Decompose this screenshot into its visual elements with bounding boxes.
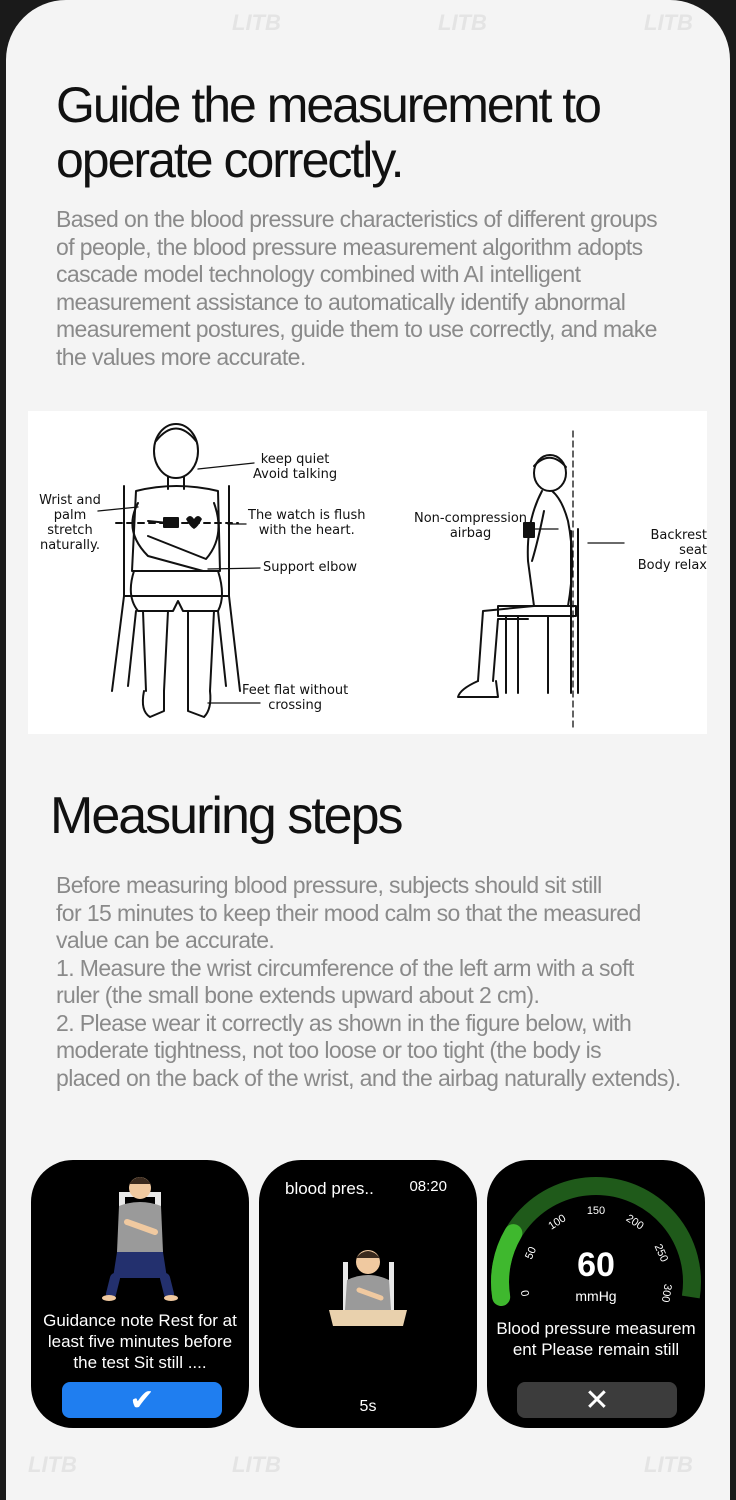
label-airbag: Non-compression airbag [414, 511, 528, 541]
clock-time: 08:20 [409, 1178, 447, 1195]
watermark: LITB [438, 10, 487, 35]
label-feet-flat: Feet flat without crossing [242, 683, 349, 713]
measuring-text: Blood pressure measurem ent Please remain still [496, 1319, 696, 1359]
watermark: LITB [644, 1452, 693, 1477]
posture-drawing [28, 411, 707, 734]
pressure-unit: mmHg [575, 1288, 617, 1304]
watermark: LITB [28, 1452, 77, 1477]
gauge-tick-label: 150 [586, 1205, 606, 1217]
label-wrist-palm: Wrist and palm stretch naturally. [39, 493, 101, 553]
watermark: LITB [644, 10, 693, 35]
gauge-tick-label: 100 [546, 1212, 569, 1233]
guidance-text: Guidance note Rest for at least five minutes before the test Sit still .... [43, 1311, 237, 1372]
seated-at-table-icon [259, 1160, 477, 1428]
check-icon: ✔ [129, 1383, 155, 1417]
cancel-button[interactable] [517, 1382, 677, 1418]
label-support-elbow: Support elbow [263, 560, 357, 575]
label-backrest: Backrest seat Body relax [637, 528, 707, 573]
gauge-tick-label: 50 [523, 1245, 540, 1262]
watch-countdown [259, 1160, 477, 1428]
gauge-tick-label: 0 [519, 1289, 533, 1298]
label-watch-flush: The watch is flush with the heart. [248, 508, 366, 538]
confirm-button[interactable] [62, 1382, 222, 1418]
countdown: 5s [359, 1398, 377, 1415]
posture-illustration [28, 411, 707, 734]
gauge-tick-label: 250 [651, 1242, 671, 1264]
page-title: Guide the measurement to operate correctly. [56, 77, 600, 188]
label-keep-quiet: keep quiet Avoid talking [253, 452, 338, 482]
intro-paragraph: Based on the blood pressure characteristics of different groups of people, the blood pressure measurement algorithm adopts cascade model technology combined with AI intelligent measurement assistance to automatically identify abnormal measurement postures, guide them to use correctly, and make the values more accurate. [56, 206, 658, 370]
app-title: blood pres.. [285, 1179, 374, 1198]
close-icon: ✕ [584, 1383, 610, 1417]
gauge-tick-label: 300 [658, 1283, 674, 1304]
section-title-steps: Measuring steps [50, 787, 402, 845]
pressure-value: 60 [577, 1246, 615, 1284]
gauge-tick-label: 200 [623, 1212, 646, 1233]
watermark: LITB [232, 10, 281, 35]
steps-paragraph: Before measuring blood pressure, subjects should sit still for 15 minutes to keep their mood calm so that the measured value can be accurate. 1. Measure the wrist circumference of the left arm with a soft ruler (the small bone extends upward about 2 cm). 2. Please wear it correctly as shown in the figure below, with moderate tightness, not too loose or too tight (the body is placed on the back of the wrist, and the airbag naturally extends). [56, 872, 681, 1091]
watermark: LITB [232, 1452, 281, 1477]
